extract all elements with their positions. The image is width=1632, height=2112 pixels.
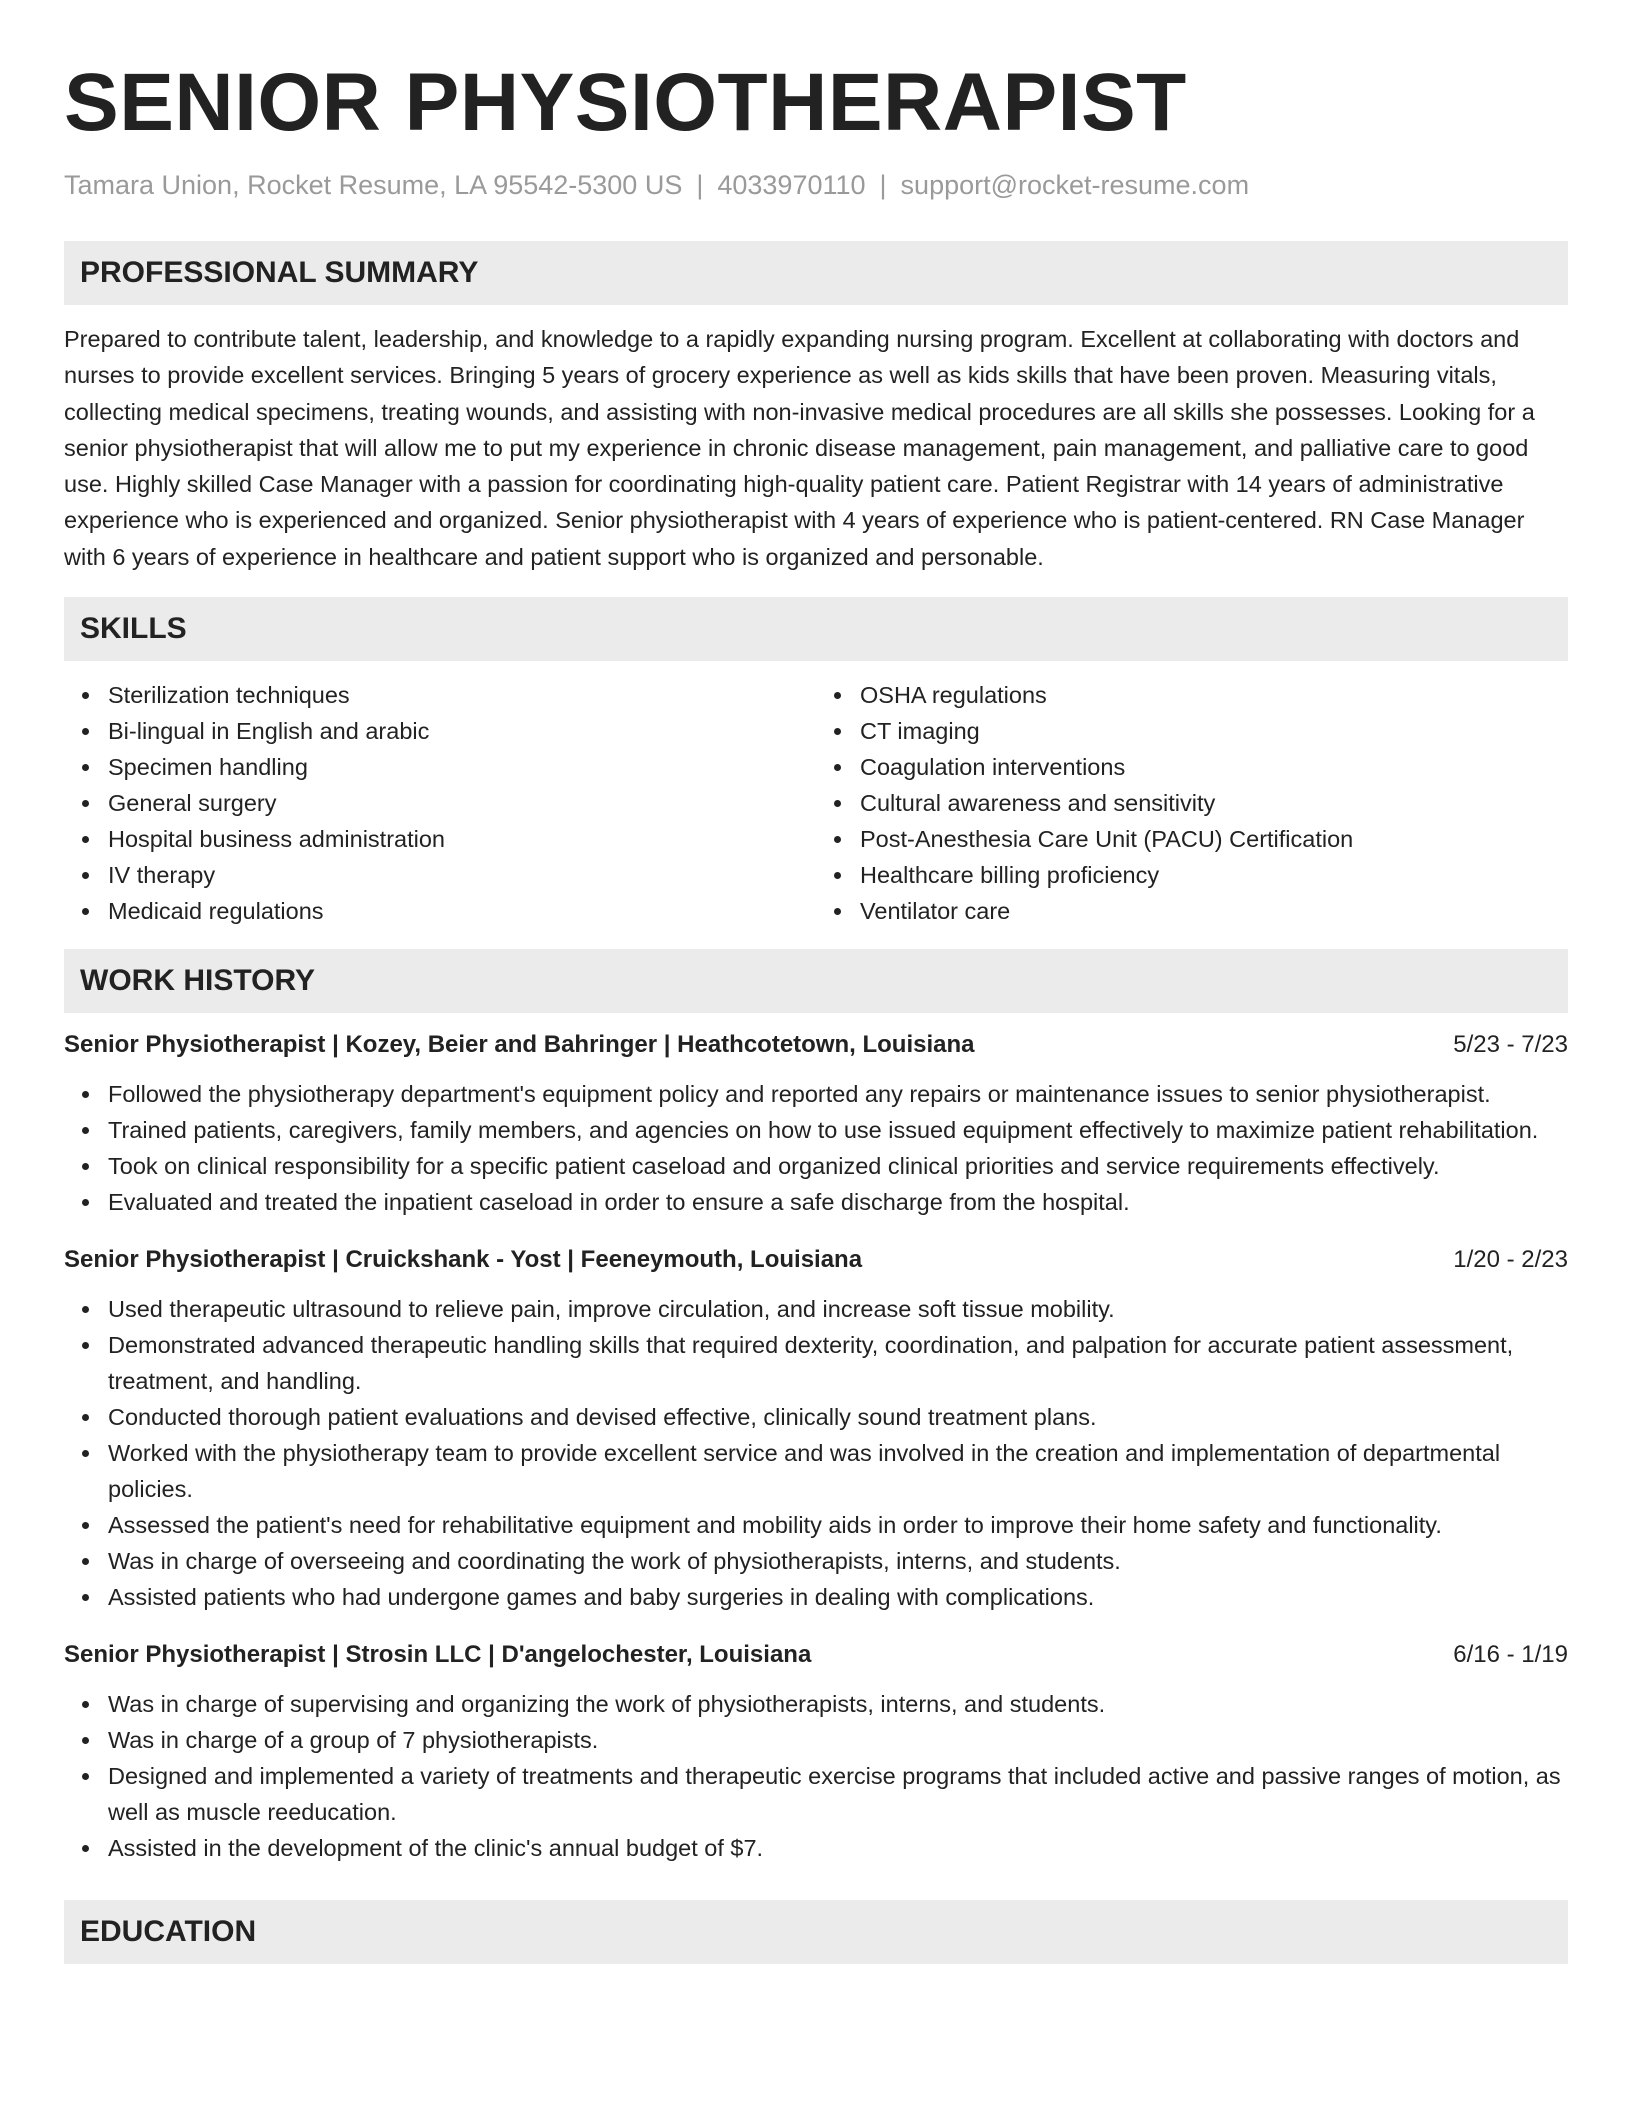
job-bullet: Worked with the physiotherapy team to provide excellent service and was involved in the creation and implementation of departmental policies.: [108, 1435, 1568, 1507]
job-bullets: [64, 1076, 1568, 1220]
work-history-heading: WORK HISTORY: [64, 949, 1568, 1013]
job-bullet: Evaluated and treated the inpatient caseload in order to ensure a safe discharge from the hospital.: [108, 1184, 1568, 1220]
summary-text: Prepared to contribute talent, leadership, and knowledge to a rapidly expanding nursing program. Excellent at collaborating with doctors and nurses to provide excellent services. Bringing 5 years of grocery experience as well as kids skills that have been proven. Measuring vitals, collecting medical specimens, treating wounds, and assisting with non-invasive medical procedures are all skills she possesses. Looking for a senior physiotherapist that will allow me to put my experience in chronic disease management, pain management, and palliative care to good use. Highly skilled Case Manager with a passion for coordinating high-quality patient care. Patient Registrar with 14 years of administrative experience who is experienced and organized. Senior physiotherapist with 4 years of experience who is patient-centered. RN Case Manager with 6 years of experience in healthcare and patient support who is organized and personable.: [64, 326, 1535, 570]
job-header: [64, 1244, 1568, 1276]
job-bullet: Trained patients, caregivers, family members, and agencies on how to use issued equipment effectively to maximize patient rehabilitation.: [108, 1112, 1568, 1148]
job-bullet: Was in charge of a group of 7 physiotherapists.: [108, 1722, 1568, 1758]
contact-phone: 4033970110: [717, 170, 866, 200]
job-title: Senior Physiotherapist | Cruickshank - Yost | Feeneymouth, Louisiana: [64, 1246, 863, 1274]
skills-list: [64, 677, 1568, 929]
job-header: [64, 1029, 1568, 1061]
page-title: SENIOR PHYSIOTHERAPIST: [64, 57, 1187, 148]
job-title: Senior Physiotherapist | Kozey, Beier and Bahringer | Heathcotetown, Louisiana: [64, 1031, 975, 1059]
contact-address: Tamara Union, Rocket Resume, LA 95542-5300 US: [64, 170, 683, 200]
job-dates: 6/16 - 1/19: [1453, 1641, 1568, 1669]
skill-item: Cultural awareness and sensitivity: [860, 785, 1568, 821]
job-bullet: Used therapeutic ultrasound to relieve pain, improve circulation, and increase soft tissue mobility.: [108, 1291, 1568, 1327]
skill-item: Ventilator care: [860, 893, 1568, 929]
job-bullet: Was in charge of supervising and organizing the work of physiotherapists, interns, and students.: [108, 1686, 1568, 1722]
job-bullet: Demonstrated advanced therapeutic handling skills that required dexterity, coordination, and palpation for accurate patient assessment, treatment, and handling.: [108, 1327, 1568, 1399]
job-header: [64, 1639, 1568, 1671]
skills-column-right: [816, 677, 1568, 929]
job-bullet: Designed and implemented a variety of treatments and therapeutic exercise programs that included active and passive ranges of motion, as well as muscle reeducation.: [108, 1758, 1568, 1830]
skills-heading: SKILLS: [64, 597, 1568, 661]
contact-separator: |: [879, 170, 887, 200]
job-bullet: Conducted thorough patient evaluations and devised effective, clinically sound treatment plans.: [108, 1399, 1568, 1435]
job-entry: [64, 1029, 1568, 1220]
skill-item: IV therapy: [108, 857, 816, 893]
job-bullets: [64, 1291, 1568, 1615]
skill-item: Specimen handling: [108, 749, 816, 785]
job-entry: [64, 1244, 1568, 1615]
skill-item: Healthcare billing proficiency: [860, 857, 1568, 893]
contact-line: [64, 170, 1568, 201]
job-entry: [64, 1639, 1568, 1866]
job-bullet: Assessed the patient's need for rehabilitative equipment and mobility aids in order to improve their home safety and functionality.: [108, 1507, 1568, 1543]
job-dates: 1/20 - 2/23: [1453, 1246, 1568, 1274]
job-bullet: Followed the physiotherapy department's equipment policy and reported any repairs or maintenance issues to senior physiotherapist.: [108, 1076, 1568, 1112]
skill-item: Medicaid regulations: [108, 893, 816, 929]
skills-column-left: [64, 677, 816, 929]
job-title: Senior Physiotherapist | Strosin LLC | D'angelochester, Louisiana: [64, 1641, 812, 1669]
skill-item: Post-Anesthesia Care Unit (PACU) Certification: [860, 821, 1568, 857]
job-bullet: Assisted patients who had undergone games and baby surgeries in dealing with complications.: [108, 1579, 1568, 1615]
education-heading: EDUCATION: [64, 1900, 1568, 1964]
contact-email: support@rocket-resume.com: [900, 170, 1250, 200]
job-bullet: Was in charge of overseeing and coordinating the work of physiotherapists, interns, and students.: [108, 1543, 1568, 1579]
skill-item: General surgery: [108, 785, 816, 821]
summary-heading: PROFESSIONAL SUMMARY: [64, 241, 1568, 305]
skill-item: Bi-lingual in English and arabic: [108, 713, 816, 749]
skill-item: Sterilization techniques: [108, 677, 816, 713]
job-bullet: Assisted in the development of the clinic's annual budget of $7.: [108, 1830, 1568, 1866]
skill-item: Hospital business administration: [108, 821, 816, 857]
job-bullets: [64, 1686, 1568, 1866]
job-dates: 5/23 - 7/23: [1453, 1031, 1568, 1059]
skill-item: CT imaging: [860, 713, 1568, 749]
skill-item: OSHA regulations: [860, 677, 1568, 713]
skill-item: Coagulation interventions: [860, 749, 1568, 785]
job-bullet: Took on clinical responsibility for a specific patient caseload and organized clinical priorities and service requirements effectively.: [108, 1148, 1568, 1184]
contact-separator: |: [696, 170, 704, 200]
